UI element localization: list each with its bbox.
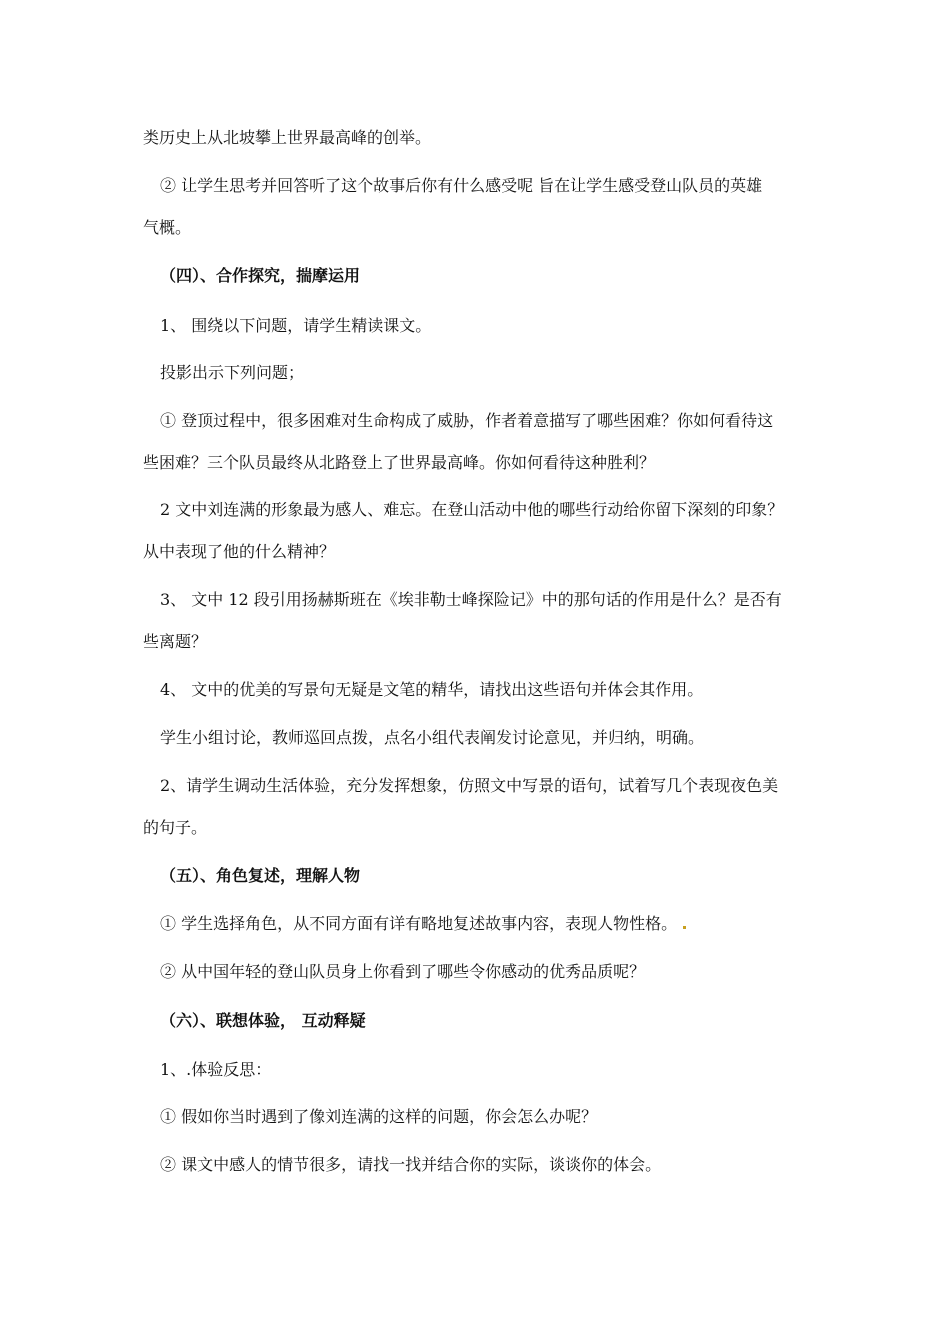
paragraph-line: 从中表现了他的什么精神？ — [143, 542, 336, 561]
paragraph-line: ② 课文中感人的情节很多，请找一找并结合你的实际，谈谈你的体会。 — [160, 1155, 662, 1174]
paragraph-line: 3、 文中 12 段引用扬赫斯班在《埃非勒士峰探险记》中的那句话的作用是什么？是否有 — [160, 590, 782, 609]
paragraph-line: 1、 围绕以下问题，请学生精读课文。 — [160, 316, 432, 335]
paragraph-line: 些离题？ — [143, 632, 208, 651]
paragraph-line: 气概。 — [143, 218, 192, 237]
paragraph-line: 的句子。 — [143, 818, 208, 837]
paragraph-line: ① 登顶过程中，很多困难对生命构成了威胁，作者着意描写了哪些困难？你如何看待这 — [160, 411, 774, 430]
section-heading-four: （四）、合作探究，揣摩运用 — [160, 266, 361, 285]
paragraph-text: ① 学生选择角色，从不同方面有详有略地复述故事内容，表现人物性格。 — [160, 914, 678, 933]
paragraph-line: 学生小组讨论，教师巡回点拨，点名小组代表阐发讨论意见，并归纳，明确。 — [160, 728, 705, 747]
paragraph-line: 4、 文中的优美的写景句无疑是文笔的精华，请找出这些语句并体会其作用。 — [160, 680, 704, 699]
section-heading-five: （五）、角色复述，理解人物 — [160, 866, 361, 885]
paragraph-line — [160, 914, 686, 934]
paragraph-line: ① 假如你当时遇到了像刘连满的这样的问题，你会怎么办呢？ — [160, 1107, 598, 1126]
section-heading-six: （六）、联想体验， 互动释疑 — [160, 1011, 366, 1030]
paragraph-line: ② 让学生思考并回答听了这个故事后你有什么感受呢 旨在让学生感受登山队员的英雄 — [160, 176, 763, 195]
paragraph-line: 投影出示下列问题； — [160, 363, 305, 382]
paragraph-line: 2、请学生调动生活体验，充分发挥想象，仿照文中写景的语句，试着写几个表现夜色美 — [160, 776, 779, 795]
paragraph-line: 类历史上从北坡攀上世界最高峰的创举。 — [143, 128, 432, 147]
paragraph-line: 些困难？三个队员最终从北路登上了世界最高峰。你如何看待这种胜利？ — [143, 453, 656, 472]
paragraph-line: 2 文中刘连满的形象最为感人、难忘。在登山活动中他的哪些行动给你留下深刻的印象？ — [160, 500, 784, 519]
paragraph-line: 1、.体验反思： — [160, 1060, 272, 1079]
paragraph-line: ② 从中国年轻的登山队员身上你看到了哪些令你感动的优秀品质呢？ — [160, 962, 646, 981]
stray-mark — [683, 926, 686, 929]
